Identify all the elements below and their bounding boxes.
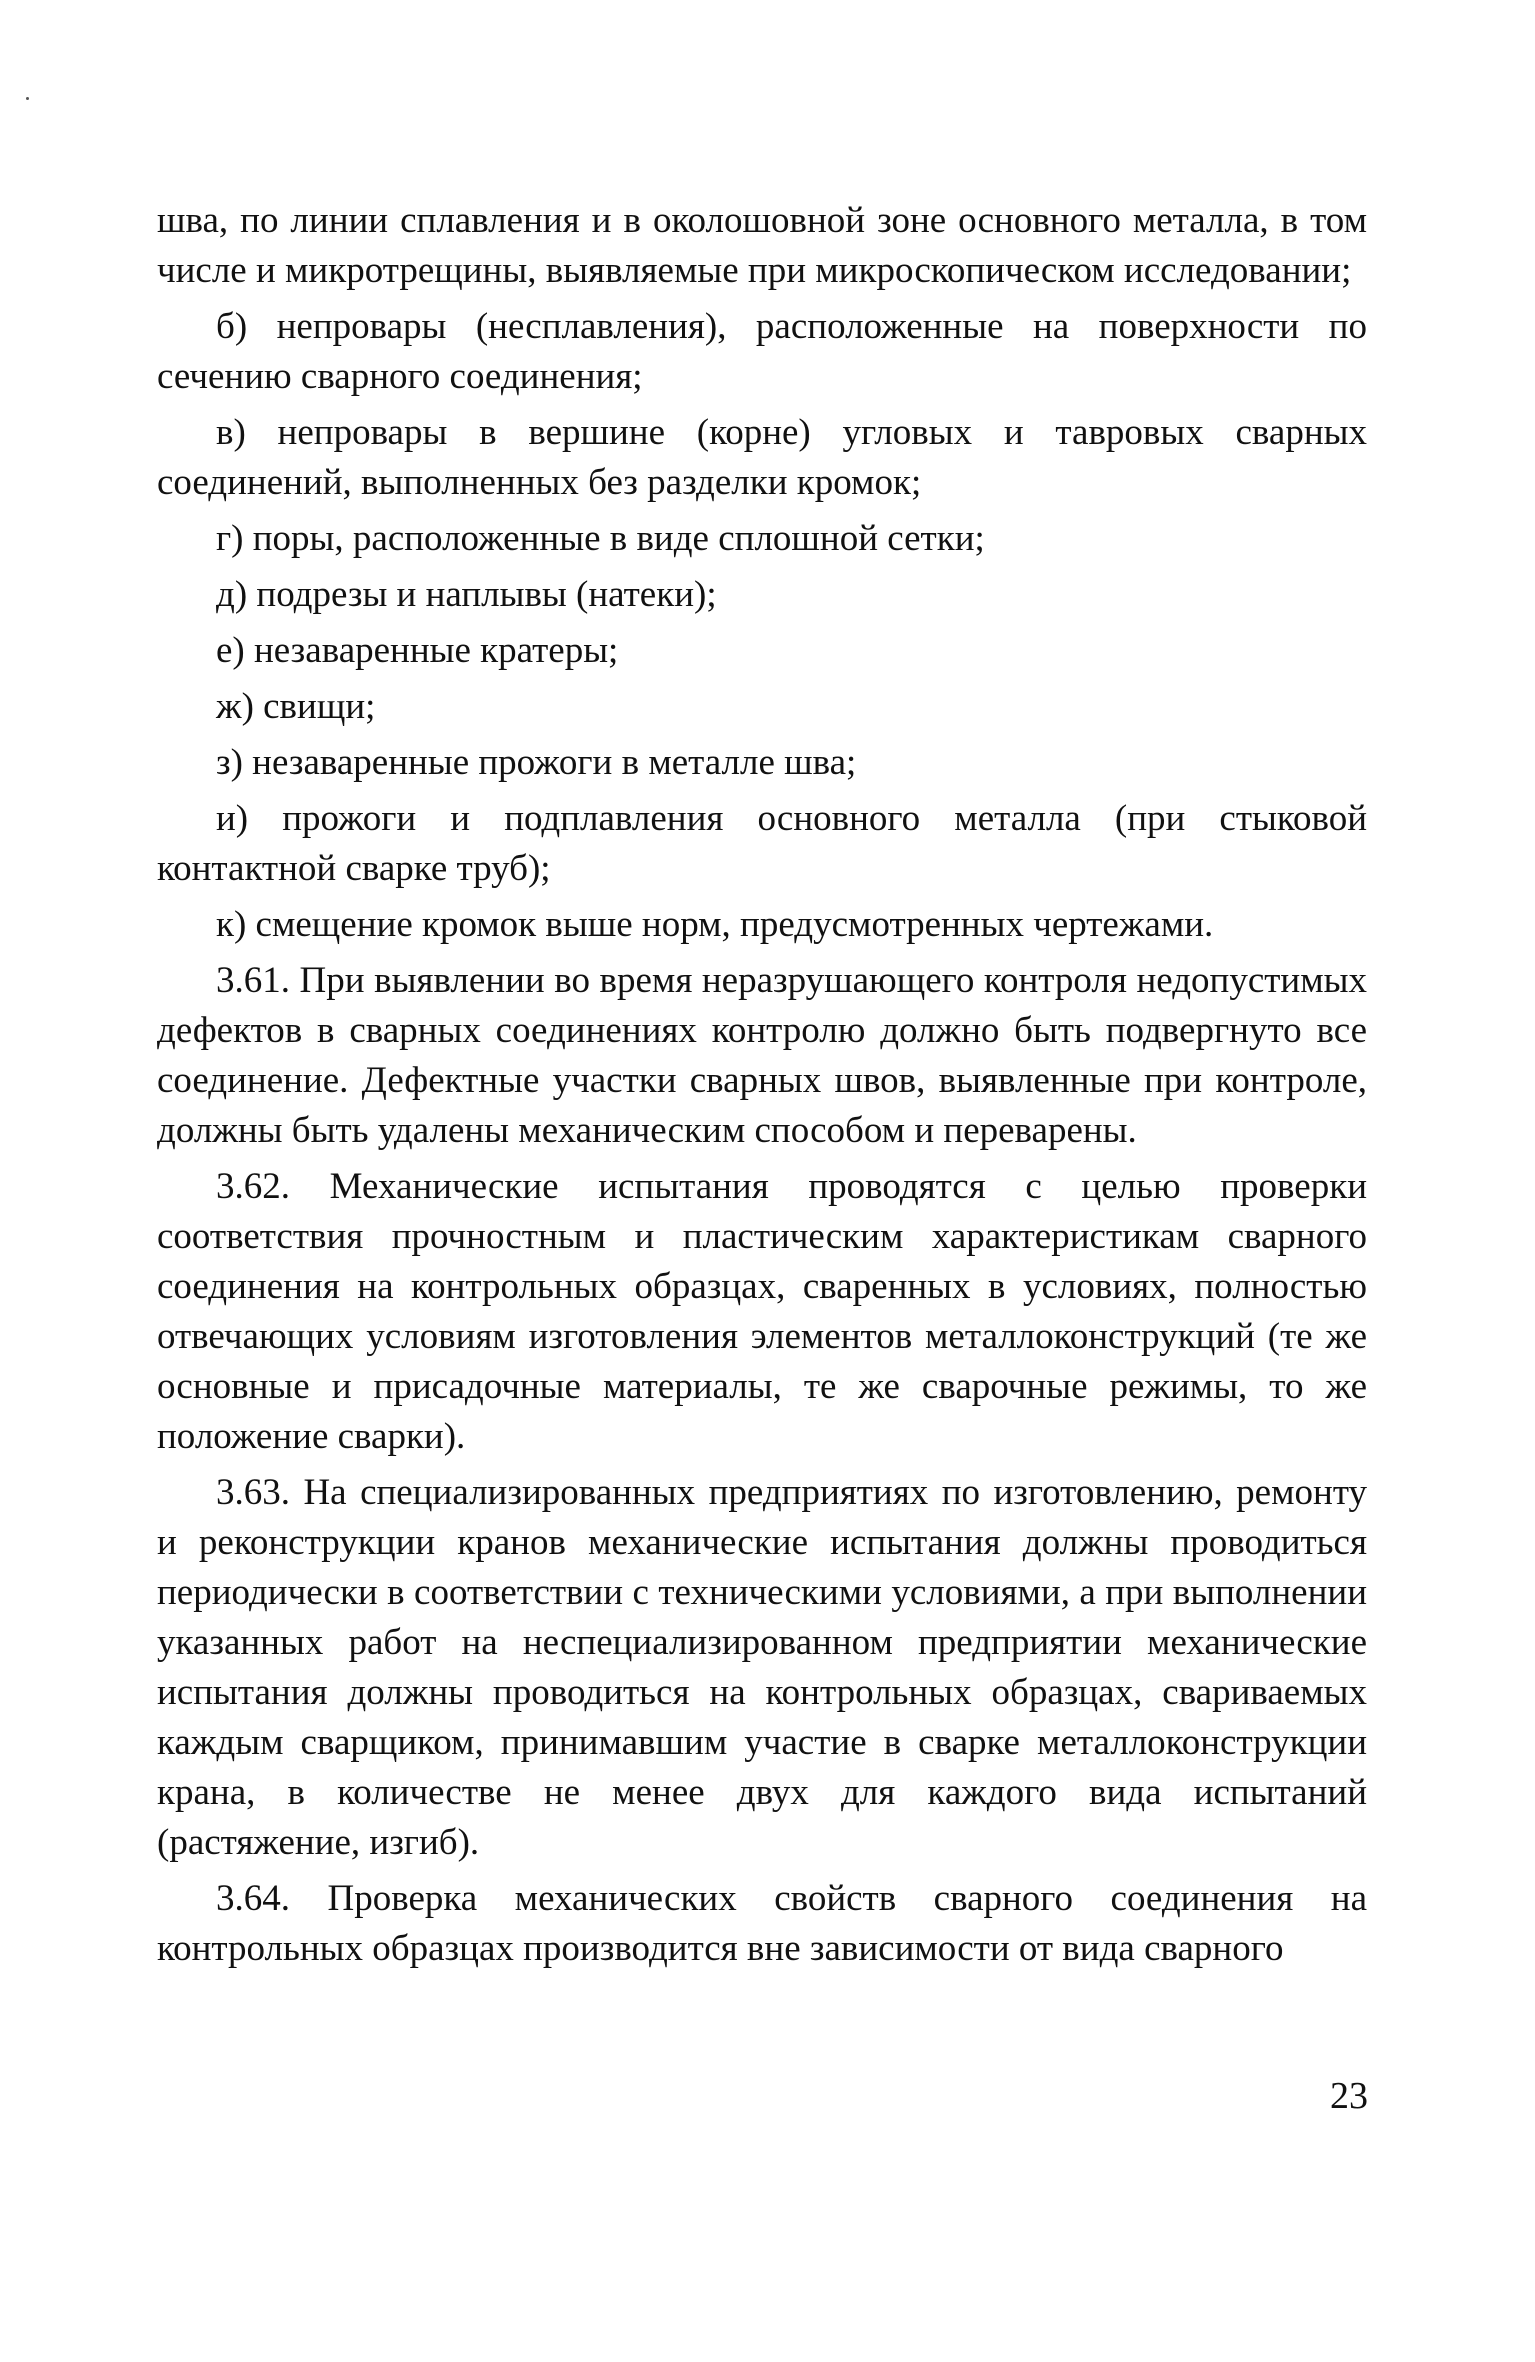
list-item-k: к) смещение кромок выше норм, предусмотренных чертежами. <box>216 904 1214 945</box>
list-item-i: и) прожоги и подплавления основного металла (при стыковой контактной сварке труб); <box>157 798 1367 889</box>
list-item-e: е) незаваренные кратеры; <box>216 630 619 671</box>
list-item-zh: ж) свищи; <box>216 686 376 727</box>
page-number: 23 <box>1330 2075 1368 2117</box>
list-item-g: г) поры, расположенные в виде сплошной сетки; <box>216 518 985 559</box>
list-item-z: з) незаваренные прожоги в металле шва; <box>216 742 857 783</box>
list-item-b: б) непровары (несплавления), расположенные на поверхности по сечению сварного соединения; <box>157 306 1367 397</box>
scan-speck <box>26 97 29 100</box>
paragraph-3-61: 3.61. При выявлении во время неразрушающего контроля недопустимых дефектов в сварных соединениях контролю должно быть подвергнуто все соединение. Дефектные участки сварных швов, выявленные при контроле, должны быть удалены механическим способом и переварены. <box>157 960 1367 1151</box>
body-text <box>157 196 1367 1980</box>
continuation-paragraph: шва, по линии сплавления и в околошовной зоне основного металла, в том числе и микротрещины, выявляемые при микроскопическом исследовании; <box>157 200 1367 291</box>
paragraph-3-63: 3.63. На специализированных предприятиях по изготовлению, ремонту и реконструкции кранов механические испытания должны проводиться периодически в соответствии с техническими условиями, а при выполнении указанных работ на неспециализированном предприятии механические испытания должны проводиться на контрольных образцах, свариваемых каждым сварщиком, принимавшим участие в сварке металлоконструкции крана, в количестве не менее двух для каждого вида испытаний (растяжение, изгиб). <box>157 1472 1367 1863</box>
list-item-d: д) подрезы и наплывы (натеки); <box>216 574 717 615</box>
list-item-v: в) непровары в вершине (корне) угловых и тавровых сварных соединений, выполненных без разделки кромок; <box>157 412 1367 503</box>
paragraph-3-64: 3.64. Проверка механических свойств сварного соединения на контрольных образцах производится вне зависимости от вида сварного <box>157 1878 1367 1969</box>
paragraph-3-62: 3.62. Механические испытания проводятся с целью проверки соответствия прочностным и пластическим характеристикам сварного соединения на контрольных образцах, сваренных в условиях, полностью отвечающих условиям изготовления элементов металлоконструкций (те же основные и присадочные материалы, те же сварочные режимы, то же положение сварки). <box>157 1166 1367 1457</box>
